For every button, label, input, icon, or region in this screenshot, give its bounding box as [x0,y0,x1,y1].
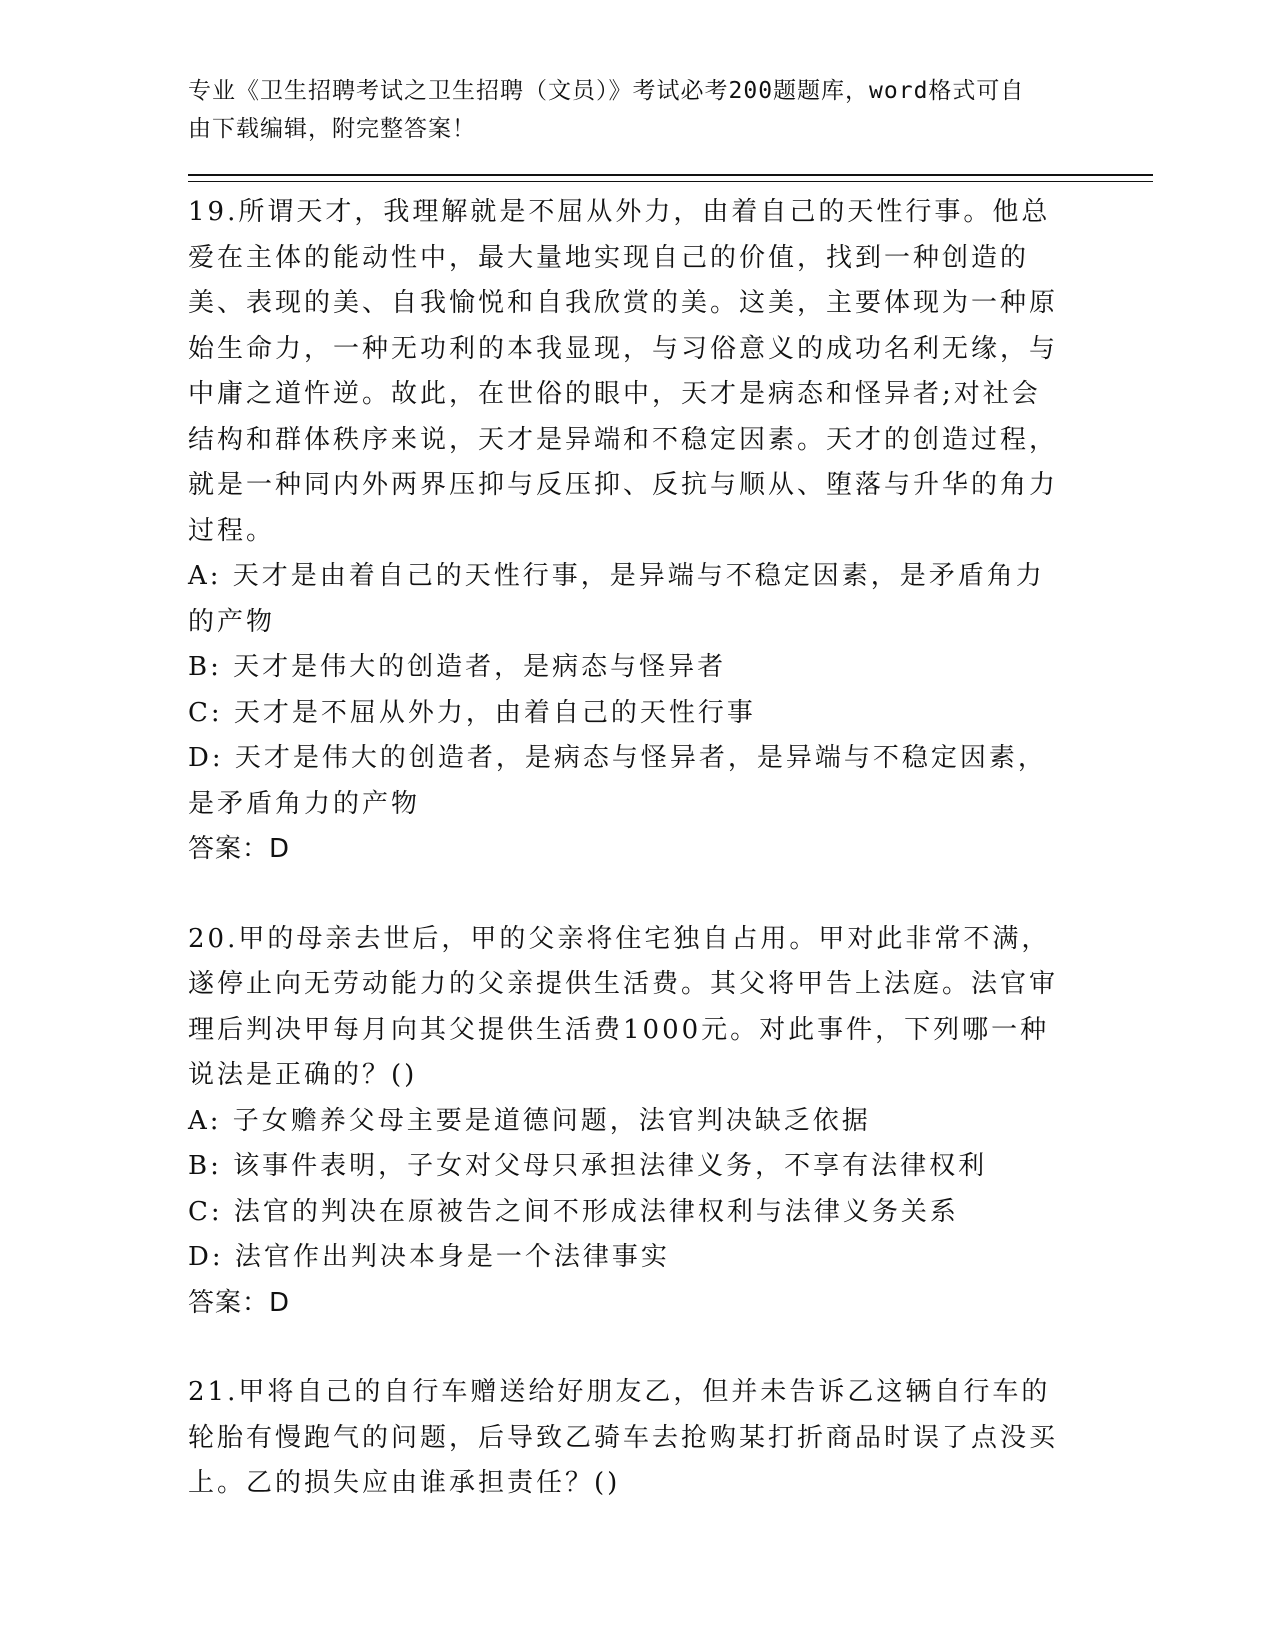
option-b: B: 天才是伟大的创造者，是病态与怪异者 [188,652,727,682]
question-19 [188,190,1068,873]
option-d: D: 天才是伟大的创造者，是病态与怪异者，是异端与不稳定因素，是矛盾角力的产物 [188,743,1047,819]
option-c: C: 法官的判决在原被告之间不形成法律权利与法律义务关系 [188,1196,959,1227]
header-rule-thin [188,181,1153,182]
question-stem: 19.所谓天才，我理解就是不屈从外力，由着自己的天性行事。他总爱在主体的能动性中，最大量地实现自己的价值，找到一种创造的美、表现的美、自我愉悦和自我欣赏的美。这美，主要体现为一种原始生命力，一种无功利的本我显现，与习俗意义的成功名利无缘，与中庸之道忤逆。故此，在世俗的眼中，天才是病态和怪异者;对社会结构和群体秩序来说，天才是异端和不稳定因素。天才的创造过程，就是一种同内外两界压抑与反压抑、反抗与顺从、堕落与升华的角力过程。 [188,197,1059,546]
option-c: C: 天才是不屈从外力，由着自己的天性行事 [188,697,756,728]
question-20 [188,917,1068,1327]
header-line-2: 由下载编辑，附完整答案！ [188,116,476,142]
question-stem: 21.甲将自己的自行车赠送给好朋友乙，但并未告诉乙这辆自行车的轮胎有慢跑气的问题，后导致乙骑车去抢购某打折商品时误了点没买上。乙的损失应由谁承担责任？() [188,1377,1059,1498]
spacer [188,1326,1068,1370]
header-rule-thick [188,174,1153,176]
document-header [188,72,1068,148]
answer-label: 答案：D [188,1287,291,1318]
option-a: A: 天才是由着自己的天性行事，是异端与不稳定因素，是矛盾角力的产物 [188,561,1045,637]
document-body [188,190,1068,1507]
question-stem: 20.甲的母亲去世后，甲的父亲将住宅独自占用。甲对此非常不满，遂停止向无劳动能力的父亲提供生活费。其父将甲告上法庭。法官审理后判决甲每月向其父提供生活费1000元。对此事件，下列哪一种说法是正确的？() [188,923,1059,1090]
option-b: B: 该事件表明，子女对父母只承担法律义务，不享有法律权利 [188,1151,988,1181]
answer-label: 答案：D [188,834,291,864]
option-a: A: 子女赡养父母主要是道德问题，法官判决缺乏依据 [188,1105,871,1136]
header-line-1: 专业《卫生招聘考试之卫生招聘（文员）》考试必考200题题库，word格式可自 [188,78,1025,104]
option-d: D: 法官作出判决本身是一个法律事实 [188,1242,670,1272]
spacer [188,873,1068,917]
question-21 [188,1370,1068,1507]
